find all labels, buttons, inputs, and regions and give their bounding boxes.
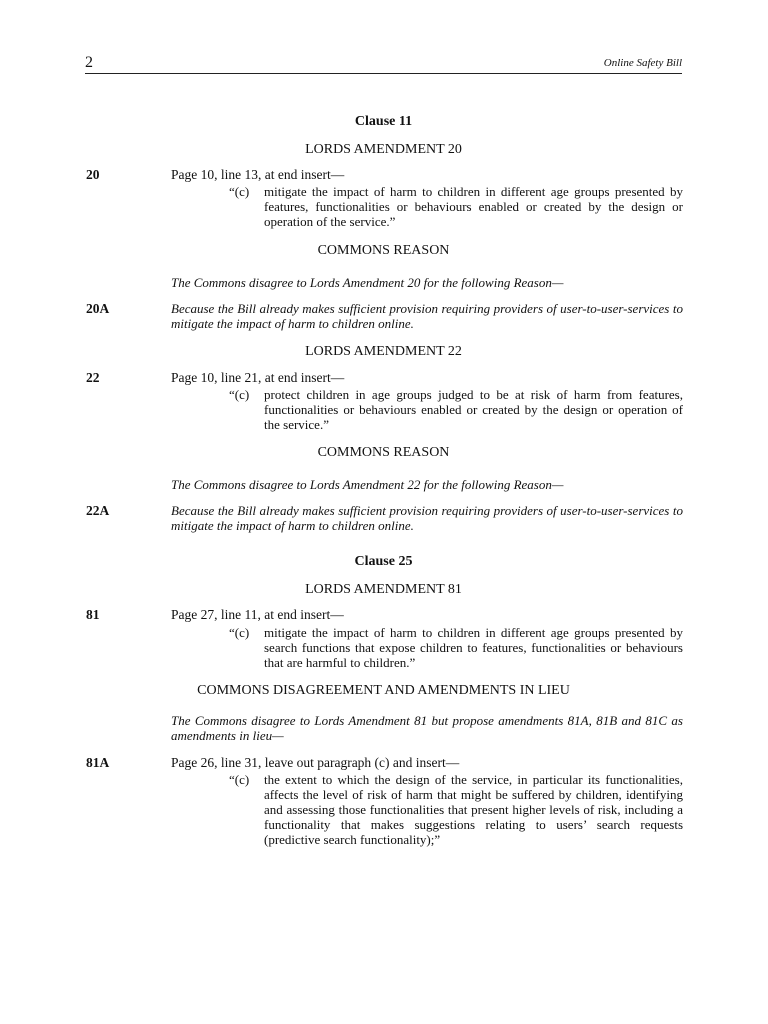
commons-disagreement-81-heading: COMMONS DISAGREEMENT AND AMENDMENTS IN LIEU	[197, 683, 570, 698]
amendment-81-number: 81	[86, 607, 100, 622]
amendment-81a-number: 81A	[86, 755, 110, 770]
amendment-81a-text: the extent to which the design of the service, in particular its functionalities, affects the level of risk of harm that might be suffered by children, identifying and assessing those functionalities that present higher levels of risk, including a functionality that makes suggestions relating to users’ search requests (predictive search functionality);”	[264, 772, 683, 847]
amendment-81a-instruction: Page 26, line 31, leave out paragraph (c) and insert—	[171, 755, 460, 770]
amendment-20-marker: “(c)	[229, 184, 250, 199]
commons-disagreement-81-intro: The Commons disagree to Lords Amendment 81 but propose amendments 81A, 81B and 81C as amendments in lieu—	[171, 713, 683, 743]
amendment-81-instruction: Page 27, line 11, at end insert—	[171, 607, 344, 622]
amendment-81-marker: “(c)	[229, 625, 250, 640]
amendment-22-marker: “(c)	[229, 387, 250, 402]
reason-20a-number: 20A	[86, 301, 110, 316]
clause-25-title: Clause 25	[354, 554, 413, 569]
page-number: 2	[85, 54, 93, 71]
lords-amendment-22-heading: LORDS AMENDMENT 22	[305, 344, 462, 359]
commons-reason-22-intro: The Commons disagree to Lords Amendment 22 for the following Reason—	[171, 477, 564, 492]
amendment-81-text: mitigate the impact of harm to children in different age groups presented by search functions that expose children to features, functionalities or behaviours that are harmful to children.”	[264, 625, 683, 670]
amendment-22-text: protect children in age groups judged to be at risk of harm from features, functionalities or behaviours enabled or created by the design or operation of the service.”	[264, 387, 683, 432]
page-header	[85, 54, 682, 74]
amendment-22-instruction: Page 10, line 21, at end insert—	[171, 370, 345, 385]
running-title: Online Safety Bill	[603, 57, 682, 69]
reason-22a-number: 22A	[86, 503, 110, 518]
amendment-81a-marker: “(c)	[229, 772, 250, 787]
lords-amendment-81-heading: LORDS AMENDMENT 81	[305, 582, 462, 597]
amendment-20-number: 20	[86, 167, 100, 182]
amendment-81a-paragraph	[229, 772, 683, 847]
amendment-22-number: 22	[86, 370, 100, 385]
lords-amendment-20-heading: LORDS AMENDMENT 20	[305, 142, 462, 157]
amendment-20-text: mitigate the impact of harm to children in different age groups presented by features, functionalities or behaviours enabled or created by the design or operation of the service.”	[264, 184, 683, 229]
amendment-20-paragraph	[229, 184, 683, 229]
reason-22a-text: Because the Bill already makes sufficient provision requiring providers of user-to-user-services to mitigate the impact of harm to children online.	[171, 503, 683, 533]
amendment-20-instruction: Page 10, line 13, at end insert—	[171, 167, 345, 182]
commons-reason-20-heading: COMMONS REASON	[317, 243, 450, 258]
amendment-81-paragraph	[229, 625, 683, 670]
clause-11-title: Clause 11	[354, 114, 413, 129]
commons-reason-22-heading: COMMONS REASON	[317, 445, 450, 460]
reason-20a-text: Because the Bill already makes sufficient provision requiring providers of user-to-user-services to mitigate the impact of harm to children online.	[171, 301, 683, 331]
amendment-22-paragraph	[229, 387, 683, 432]
commons-reason-20-intro: The Commons disagree to Lords Amendment 20 for the following Reason—	[171, 275, 564, 290]
